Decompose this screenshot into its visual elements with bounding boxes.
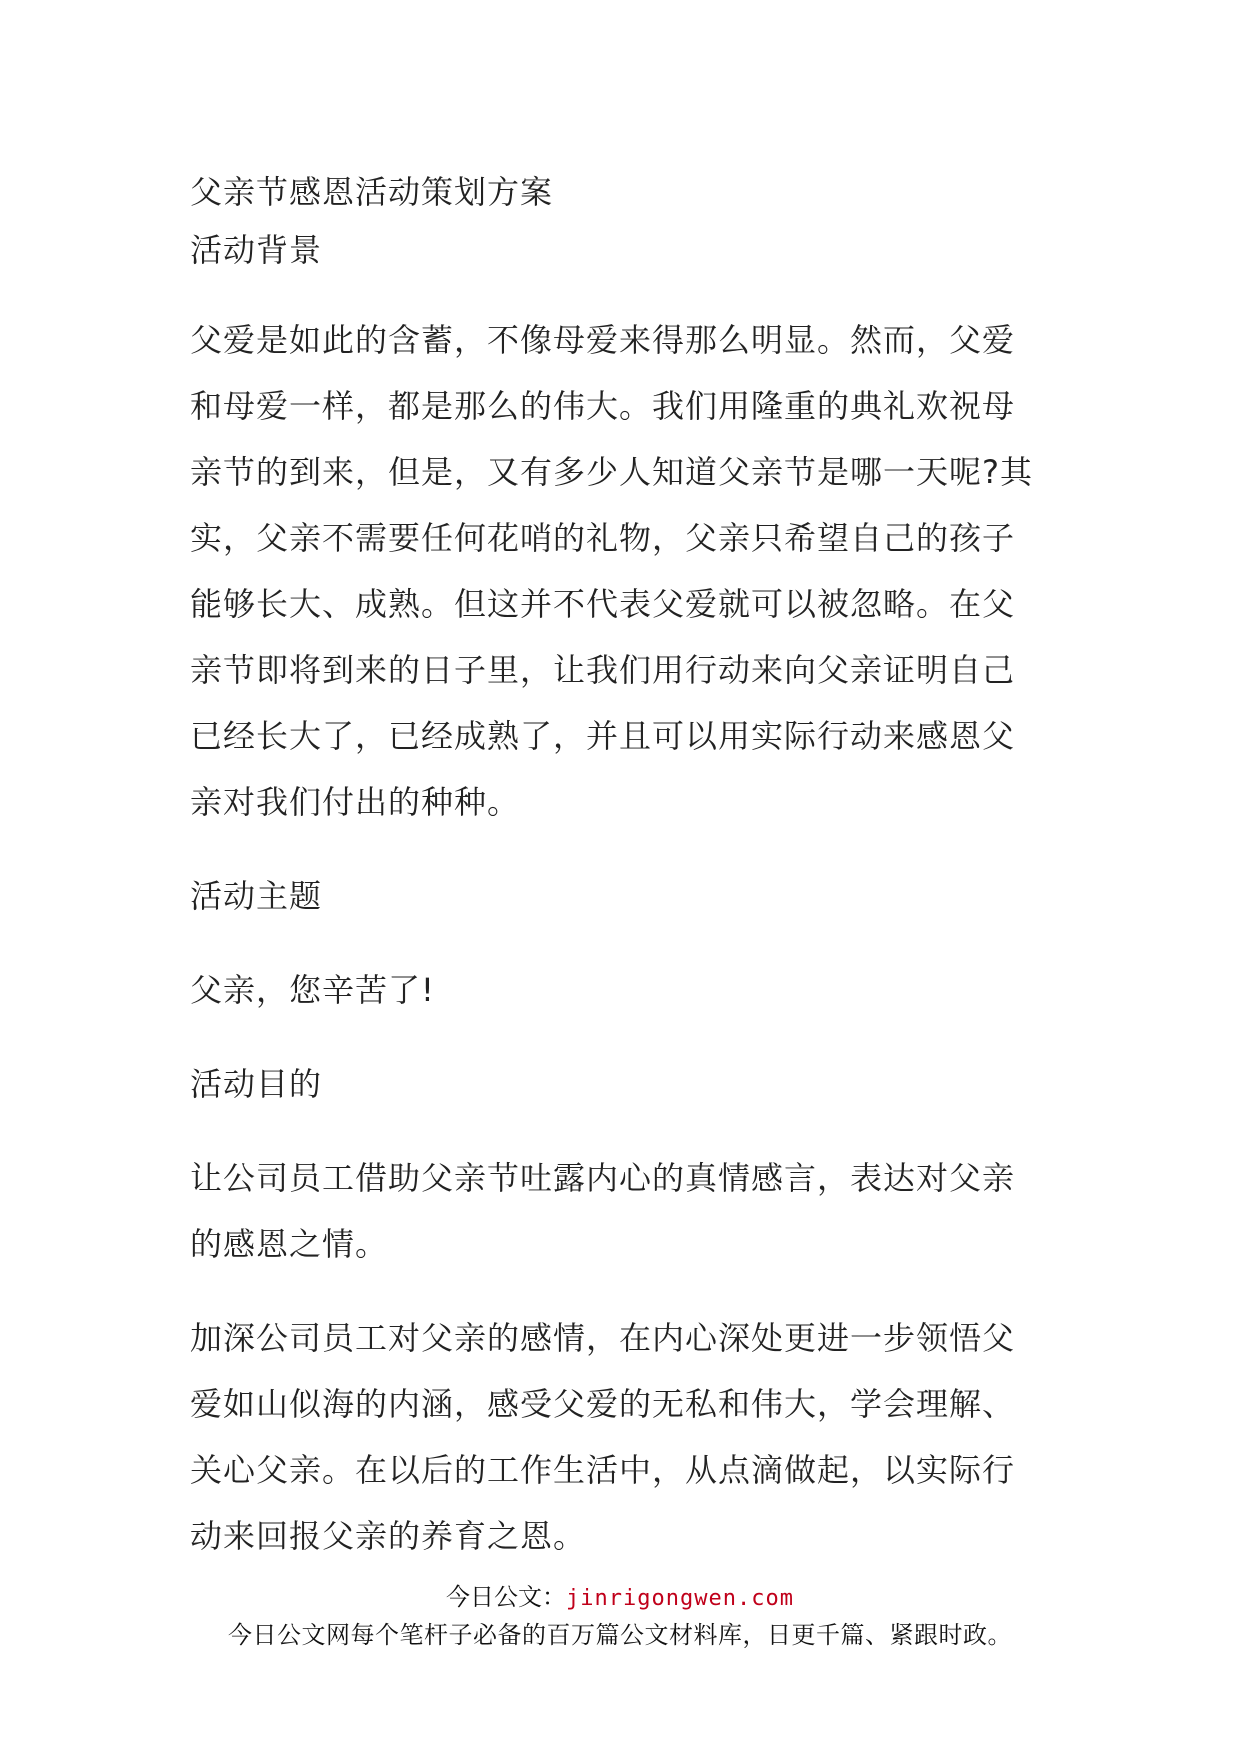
document-body <box>190 163 1050 1569</box>
paragraph-spacer <box>190 279 1050 307</box>
paragraph-line: 的感恩之情。 <box>190 1225 389 1263</box>
paragraph-line: 亲节的到来，但是，又有多少人知道父亲节是哪一天呢?其 <box>190 453 1033 491</box>
paragraph-line: 让公司员工借助父亲节吐露内心的真情感言，表达对父亲 <box>190 1159 1016 1197</box>
paragraph-line: 实，父亲不需要任何花哨的礼物，父亲只希望自己的孩子 <box>190 519 1016 557</box>
section-heading-theme: 活动主题 <box>190 877 323 915</box>
paragraph-line: 加深公司员工对父亲的感情，在内心深处更进一步领悟父 <box>190 1319 1016 1357</box>
paragraph-line: 亲对我们付出的种种。 <box>190 783 521 821</box>
section-heading-background: 活动背景 <box>190 231 323 269</box>
paragraph-purpose-1 <box>190 1145 1050 1277</box>
paragraph-purpose-2 <box>190 1305 1050 1569</box>
paragraph-line: 和母爱一样，都是那么的伟大。我们用隆重的典礼欢祝母 <box>190 387 1016 425</box>
paragraph-line: 能够长大、成熟。但这并不代表父爱就可以被忽略。在父 <box>190 585 1016 623</box>
paragraph-line: 已经长大了，已经成熟了，并且可以用实际行动来感恩父 <box>190 717 1016 755</box>
paragraph-spacer <box>190 1117 1050 1145</box>
paragraph-line: 父爱是如此的含蓄，不像母爱来得那么明显。然而，父爱 <box>190 321 1016 359</box>
paragraph-line: 亲节即将到来的日子里，让我们用行动来向父亲证明自己 <box>190 651 1016 689</box>
paragraph-line: 爱如山似海的内涵，感受父爱的无私和伟大，学会理解、 <box>190 1385 1016 1423</box>
paragraph-background <box>190 307 1050 835</box>
paragraph-line: 关心父亲。在以后的工作生活中，从点滴做起，以实际行 <box>190 1451 1016 1489</box>
section-heading-purpose: 活动目的 <box>190 1065 323 1103</box>
paragraph-theme: 父亲，您辛苦了! <box>190 971 435 1009</box>
paragraph-spacer <box>190 1023 1050 1051</box>
footer-site-line <box>0 1582 1240 1614</box>
paragraph-spacer <box>190 929 1050 957</box>
paragraph-line: 动来回报父亲的养育之恩。 <box>190 1517 587 1555</box>
footer-site-label: 今日公文： <box>446 1583 567 1611</box>
paragraph-spacer <box>190 835 1050 863</box>
footer-site-link[interactable]: jinrigongwen.com <box>566 1586 794 1611</box>
document-title: 父亲节感恩活动策划方案 <box>190 173 554 211</box>
footer-slogan: 今日公文网每个笔杆子必备的百万篇公文材料库，日更千篇、紧跟时政。 <box>228 1621 1012 1649</box>
paragraph-spacer <box>190 1277 1050 1305</box>
